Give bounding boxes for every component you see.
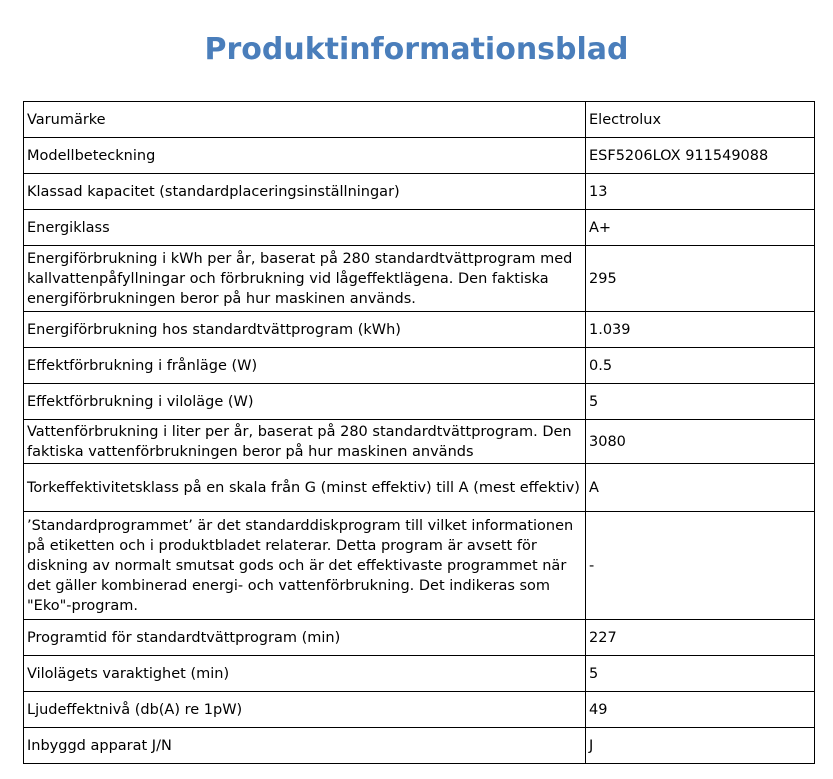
row-label: Vattenförbrukning i liter per år, baserat på 280 standardtvättprogram. Den faktiska vattenförbrukningen beror på hur maskinen används [24, 420, 586, 464]
table-row [24, 692, 815, 728]
row-value: 49 [586, 692, 815, 728]
row-value: 13 [586, 174, 815, 210]
table-row [24, 174, 815, 210]
table-row [24, 348, 815, 384]
table-row [24, 210, 815, 246]
row-label: Torkeffektivitetsklass på en skala från G (minst effektiv) till A (mest effektiv) [24, 464, 586, 512]
row-label: Energiklass [24, 210, 586, 246]
row-label: Programtid för standardtvättprogram (min) [24, 620, 586, 656]
row-value: 5 [586, 656, 815, 692]
row-label: ’Standardprogrammet’ är det standarddiskprogram till vilket informationen på etiketten och i produktbladet relaterar. Detta program är avsett för diskning av normalt smutsat gods och är det effektivaste programmet när det gäller kombinerad energi- och vattenförbrukning. Det indikeras som "Eko"-program. [24, 512, 586, 620]
table-row [24, 138, 815, 174]
row-label: Modellbeteckning [24, 138, 586, 174]
product-info-table [23, 101, 815, 764]
row-value: 3080 [586, 420, 815, 464]
row-value: 295 [586, 246, 815, 312]
row-value: 0.5 [586, 348, 815, 384]
table-row [24, 420, 815, 464]
row-label: Vilolägets varaktighet (min) [24, 656, 586, 692]
row-value: A [586, 464, 815, 512]
row-value: A+ [586, 210, 815, 246]
table-row [24, 246, 815, 312]
row-value: ESF5206LOX 911549088 [586, 138, 815, 174]
row-value: 5 [586, 384, 815, 420]
row-label: Effektförbrukning i frånläge (W) [24, 348, 586, 384]
table-row [24, 102, 815, 138]
row-value: Electrolux [586, 102, 815, 138]
table-row [24, 512, 815, 620]
row-label: Ljudeffektnivå (db(A) re 1pW) [24, 692, 586, 728]
table-row [24, 384, 815, 420]
page-title: Produktinformationsblad [204, 32, 629, 67]
row-value: 227 [586, 620, 815, 656]
row-label: Energiförbrukning i kWh per år, baserat på 280 standardtvättprogram med kallvattenpåfyllningar och förbrukning vid lågeffektlägena. Den faktiska energiförbrukningen beror på hur maskinen används. [24, 246, 586, 312]
table-row [24, 312, 815, 348]
table-row [24, 620, 815, 656]
row-value: - [586, 512, 815, 620]
row-label: Inbyggd apparat J/N [24, 728, 586, 764]
row-label: Klassad kapacitet (standardplaceringsinställningar) [24, 174, 586, 210]
row-label: Effektförbrukning i viloläge (W) [24, 384, 586, 420]
row-label: Varumärke [24, 102, 586, 138]
row-label: Energiförbrukning hos standardtvättprogram (kWh) [24, 312, 586, 348]
row-value: 1.039 [586, 312, 815, 348]
table-row [24, 728, 815, 764]
table-row [24, 464, 815, 512]
table-row [24, 656, 815, 692]
row-value: J [586, 728, 815, 764]
